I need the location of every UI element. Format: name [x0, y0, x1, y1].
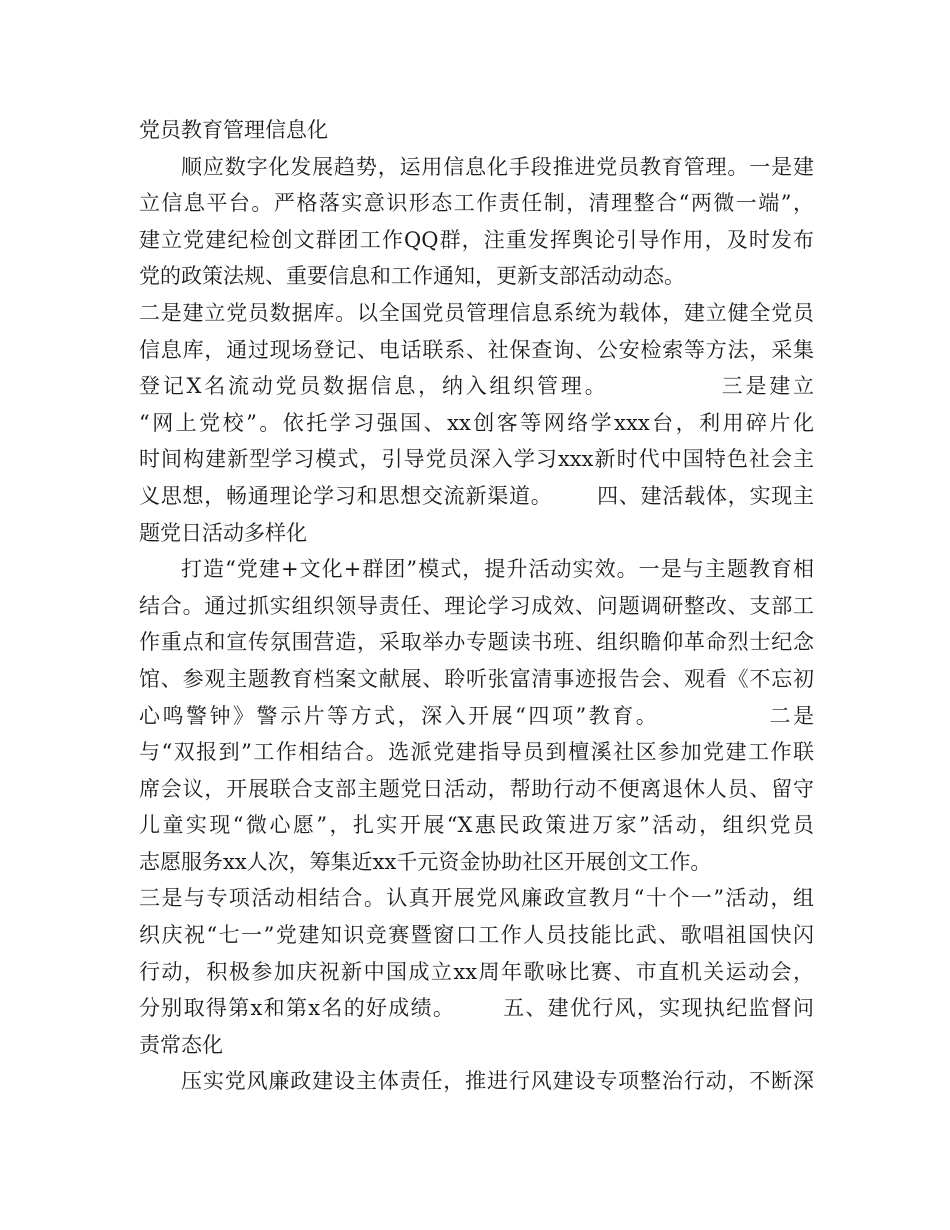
text-line: 党员教育管理信息化 [139, 118, 328, 142]
text-line: 信息库，通过现场登记、电话联系、社保查询、公安检索等方法，采集 [139, 337, 814, 362]
text-line: “网上党校”。依托学习强国、xx创客等网络学xxx台，利用碎片化 [139, 410, 814, 435]
text-line: 题党日活动多样化 [139, 520, 307, 545]
text-line: 分别取得第x和第x名的好成绩。 五、建优行风，实现执纪监督问 [139, 996, 814, 1021]
text-line: 压实党风廉政建设主体责任，推进行风建设专项整治行动，不断深 [181, 1069, 814, 1094]
text-line: 织庆祝“七一”党建知识竞赛暨窗口工作人员技能比武、歌唱祖国快闪 [139, 923, 814, 948]
text-line: 时间构建新型学习模式，引导党员深入学习xxx新时代中国特色社会主 [139, 447, 814, 472]
text-line: 二是建立党员数据库。以全国党员管理信息系统为载体，建立健全党员 [139, 300, 814, 325]
text-line: 行动，积极参加庆祝新中国成立xx周年歌咏比赛、市直机关运动会， [139, 959, 814, 984]
text-line: 席会议，开展联合支部主题党日活动，帮助行动不便离退休人员、留守 [139, 776, 814, 801]
text-line: 心鸣警钟》警示片等方式，深入开展“四项”教育。 二是 [139, 703, 814, 728]
document-body [139, 112, 814, 1100]
text-line: 责常态化 [139, 1032, 223, 1057]
text-line: 儿童实现“微心愿”，扎实开展“X惠民政策进万家”活动，组织党员 [139, 813, 814, 838]
text-line: 志愿服务xx人次，筹集近xx千元资金协助社区开展创文工作。 [139, 849, 712, 874]
text-line: 作重点和宣传氛围营造，采取举办专题读书班、组织瞻仰革命烈士纪念 [139, 630, 814, 655]
text-line: 与“双报到”工作相结合。选派党建指导员到檀溪社区参加党建工作联 [139, 740, 814, 765]
text-line: 馆、参观主题教育档案文献展、聆听张富清事迹报告会、观看《不忘初 [139, 666, 814, 691]
text-line: 顺应数字化发展趋势，运用信息化手段推进党员教育管理。一是建 [181, 154, 814, 179]
text-line: 打造“党建+文化+群团”模式，提升活动实效。一是与主题教育相 [181, 557, 814, 582]
text-line: 建立党建纪检创文群团工作QQ群，注重发挥舆论引导作用，及时发布 [139, 227, 814, 252]
text-line: 结合。通过抓实组织领导责任、理论学习成效、问题调研整改、支部工 [139, 593, 814, 618]
text-line: 党的政策法规、重要信息和工作通知，更新支部活动动态。 [139, 264, 685, 289]
text-line: 立信息平台。严格落实意识形态工作责任制，清理整合“两微一端”， [139, 191, 814, 216]
text-line: 登记X名流动党员数据信息，纳入组织管理。 三是建立 [139, 374, 814, 399]
text-line: 义思想，畅通理论学习和思想交流新渠道。 四、建活载体，实现主 [139, 483, 814, 508]
text-line: 三是与专项活动相结合。认真开展党风廉政宣教月“十个一”活动，组 [139, 886, 814, 911]
